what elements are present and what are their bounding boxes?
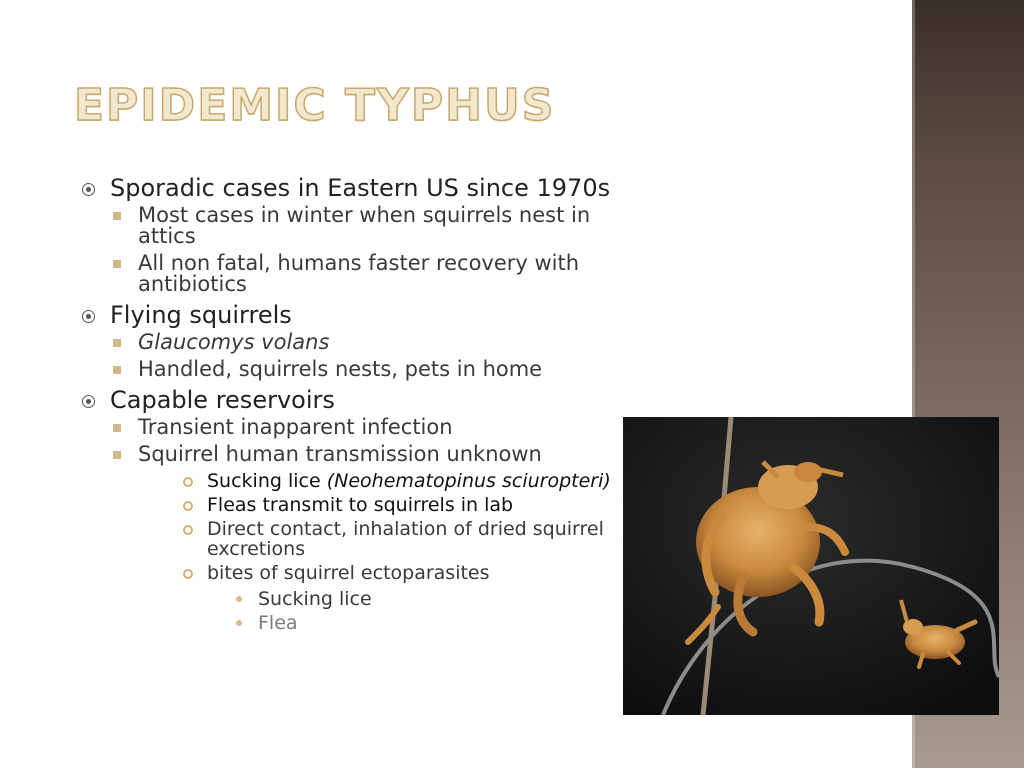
- bullet-level1: [80, 301, 640, 330]
- bullet-level2: [80, 444, 640, 465]
- square-bullet-icon: [113, 339, 121, 347]
- dot-bullet-icon: [236, 620, 242, 626]
- bullet-level3: [80, 519, 640, 559]
- bullet-level4: [80, 611, 640, 635]
- bullet-text-italic: (Neohematopinus sciuropteri): [326, 470, 611, 492]
- bullet-level2: [80, 332, 640, 353]
- bullet-text: Flying squirrels: [110, 301, 292, 329]
- bullet-text: Capable reservoirs: [110, 386, 335, 414]
- ring-bullet-icon: [183, 569, 193, 579]
- bullet-text: bites of squirrel ectoparasites: [207, 562, 490, 584]
- square-bullet-icon: [113, 212, 121, 220]
- bullet-level1: [80, 174, 640, 203]
- square-bullet-icon: [113, 366, 121, 374]
- ring-bullet-icon: [183, 501, 193, 511]
- ring-bullet-icon: [183, 525, 193, 535]
- bullet-text: All non fatal, humans faster recovery with antibiotics: [138, 251, 580, 296]
- bullet-text: Sucking lice: [258, 588, 372, 610]
- bullet-text: Direct contact, inhalation of dried squirrel excretions: [207, 518, 604, 560]
- bullet-text: Fleas transmit to squirrels in lab: [207, 494, 514, 516]
- square-bullet-icon: [113, 451, 121, 459]
- square-bullet-icon: [113, 424, 121, 432]
- bullet-text: Most cases in winter when squirrels nest in attics: [138, 203, 591, 248]
- circle-bullet-icon: [82, 183, 95, 196]
- bullet-text: Handled, squirrels nests, pets in home: [138, 357, 543, 381]
- ring-bullet-icon: [183, 477, 193, 487]
- bullet-level2: [80, 417, 640, 438]
- bullet-text: Transient inapparent infection: [138, 415, 453, 439]
- bullet-text: Sporadic cases in Eastern US since 1970s: [110, 174, 611, 202]
- bullet-text: Squirrel human transmission unknown: [138, 442, 542, 466]
- circle-bullet-icon: [82, 395, 95, 408]
- bullet-text: Flea: [258, 612, 298, 634]
- square-bullet-icon: [113, 260, 121, 268]
- circle-bullet-icon: [82, 310, 95, 323]
- slide-body: [80, 174, 640, 635]
- bullet-level2: [80, 205, 640, 247]
- bullet-text: Glaucomys volans: [138, 330, 330, 354]
- louse-illustration: [623, 417, 999, 715]
- bullet-level3: [80, 495, 640, 515]
- dot-bullet-icon: [236, 596, 242, 602]
- louse-photo: [623, 417, 999, 715]
- bullet-level3: [80, 563, 640, 583]
- bullet-text: Sucking lice: [207, 470, 327, 492]
- bullet-level2: [80, 253, 640, 295]
- bullet-level3: [80, 471, 640, 491]
- bullet-level4: [80, 587, 640, 611]
- slide-title: EPIDEMIC TYPHUS: [74, 80, 556, 131]
- bullet-level2: [80, 359, 640, 380]
- bullet-level1: [80, 386, 640, 415]
